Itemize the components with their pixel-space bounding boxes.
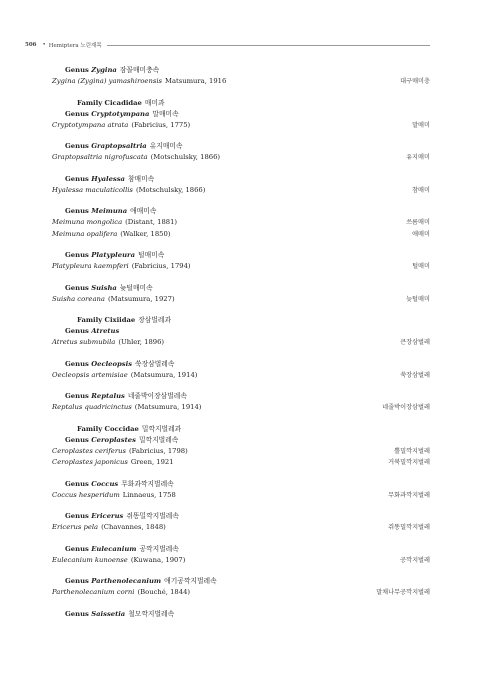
species-name: Meimuna mongolica xyxy=(52,218,123,226)
genus-heading xyxy=(52,65,430,76)
genus-name: Eulecanium xyxy=(91,544,137,553)
family-heading xyxy=(52,315,430,326)
family-name: Family Coccidae xyxy=(77,424,139,433)
species-scientific xyxy=(52,337,164,349)
species-scientific xyxy=(52,185,205,197)
taxon-list xyxy=(52,65,430,620)
species-korean-name: 말채나무공깍지벌레 xyxy=(376,589,430,596)
species-scientific xyxy=(52,402,201,414)
genus-heading xyxy=(52,576,430,587)
genus-label: Genus xyxy=(65,251,92,259)
genus-korean-name: 공깍지벌레속 xyxy=(139,544,179,553)
species-author: (Distant, 1881) xyxy=(125,218,178,226)
species-name: Meimuna opalifera xyxy=(52,229,118,238)
species-author: (Matsumura, 1914) xyxy=(134,403,202,411)
species-korean-name: 거북밀깍지벌레 xyxy=(388,459,430,466)
species-name: Graptopsaltria nigrofuscata xyxy=(52,153,148,161)
species-scientific xyxy=(52,522,166,534)
genus-label: Genus xyxy=(65,66,92,74)
species-row xyxy=(52,457,430,469)
family-korean-name: 장삼벌레과 xyxy=(138,316,172,324)
genus-label: Genus xyxy=(65,283,92,292)
species-korean-name: 네줄박이장삼벌레 xyxy=(382,404,430,411)
species-author: (Kuwana, 1907) xyxy=(130,555,186,564)
species-name: Cryptotympana atrata xyxy=(52,120,129,129)
genus-label: Genus xyxy=(65,359,92,368)
genus-name: Ceroplastes xyxy=(91,435,136,444)
species-author: (Fabricius, 1798) xyxy=(128,446,188,455)
species-korean-name: 유지매미 xyxy=(406,154,430,161)
species-row xyxy=(52,185,430,197)
genus-korean-name: 밀깍지벌레속 xyxy=(138,435,179,444)
species-name: Suisha coreana xyxy=(52,294,105,303)
species-author: (Motschulsky, 1866) xyxy=(135,185,206,194)
genus-heading xyxy=(52,391,430,402)
genus-heading xyxy=(52,250,430,261)
genus-korean-name: 무화과깍지벌레속 xyxy=(121,479,174,488)
entry-spacer xyxy=(52,273,430,283)
genus-heading xyxy=(52,511,430,522)
species-row xyxy=(52,402,430,414)
species-name: Ericerus pela xyxy=(52,523,99,531)
genus-korean-name: 유지매미속 xyxy=(149,142,183,150)
species-name: Parthenolecanium corni xyxy=(52,588,135,596)
genus-name: Ericerus xyxy=(91,512,124,520)
genus-korean-name: 말매미속 xyxy=(152,109,179,118)
entry-spacer xyxy=(52,566,430,576)
genus-label: Genus xyxy=(65,609,92,618)
species-row xyxy=(52,490,430,502)
species-author: (Fabricius, 1775) xyxy=(131,120,191,129)
species-author: (Fabricius, 1794) xyxy=(131,262,191,270)
genus-name: Parthenolecanium xyxy=(91,577,162,585)
species-scientific xyxy=(52,152,220,164)
species-author: Linnaeus, 1758 xyxy=(122,490,176,499)
genus-korean-name: 쥐똥밀깍지벌레속 xyxy=(126,512,179,520)
genus-heading xyxy=(52,174,430,185)
genus-korean-name: 애기공깍지벌레속 xyxy=(164,577,217,585)
genus-korean-name: 잠꼴매미충속 xyxy=(119,66,160,74)
species-scientific xyxy=(52,76,226,88)
species-name: Reptalus quadricinctus xyxy=(52,403,132,411)
entry-spacer xyxy=(52,534,430,544)
genus-name: Oecleopsis xyxy=(91,359,133,368)
genus-name: Atretus xyxy=(91,327,120,335)
section-title: Hemiptera 노린재목 xyxy=(48,43,102,49)
genus-korean-name: 털매미속 xyxy=(138,251,165,259)
genus-name: Hyalessa xyxy=(91,174,125,183)
genus-korean-name: 철모깍지벌레속 xyxy=(128,609,175,618)
species-row xyxy=(52,229,430,241)
entry-spacer xyxy=(52,164,430,174)
species-row xyxy=(52,555,430,567)
genus-label: Genus xyxy=(65,142,92,150)
entry-spacer xyxy=(52,414,430,424)
family-korean-name: 밀깍지벌레과 xyxy=(141,424,182,433)
entry-spacer xyxy=(52,131,430,141)
genus-korean-name: 늦털매미속 xyxy=(119,283,153,292)
species-korean-name: 털매미 xyxy=(412,263,430,270)
species-korean-name: 쓰름매미 xyxy=(406,219,430,226)
entry-spacer xyxy=(52,469,430,479)
species-scientific xyxy=(52,587,190,599)
species-row xyxy=(52,120,430,132)
genus-korean-name: 쑥장삼벌레속 xyxy=(135,359,175,368)
genus-name: Suisha xyxy=(91,283,117,292)
genus-name: Meimuna xyxy=(91,207,128,215)
species-name: Oecleopsis artemisiae xyxy=(52,370,128,379)
entry-spacer xyxy=(52,599,430,609)
entry-spacer xyxy=(52,349,430,359)
genus-heading xyxy=(52,109,430,120)
genus-heading xyxy=(52,283,430,294)
genus-heading xyxy=(52,206,430,217)
genus-heading xyxy=(52,609,430,620)
genus-name: Platypleura xyxy=(91,251,135,259)
entry-spacer xyxy=(52,305,430,315)
genus-label: Genus xyxy=(65,435,92,444)
species-scientific xyxy=(52,217,177,229)
genus-korean-name: 네줄박이장삼벌레속 xyxy=(127,392,187,400)
genus-name: Coccus xyxy=(91,479,119,488)
species-row xyxy=(52,294,430,306)
species-author: (Walker, 1850) xyxy=(120,229,171,238)
family-name: Family Cicadidae xyxy=(77,98,142,107)
genus-label: Genus xyxy=(65,109,92,118)
species-korean-name: 무화과깍지벌레 xyxy=(388,491,430,499)
species-row xyxy=(52,370,430,382)
genus-label: Genus xyxy=(65,174,92,183)
genus-label: Genus xyxy=(65,327,92,335)
genus-korean-name: 애매미속 xyxy=(130,207,157,215)
family-korean-name: 매미과 xyxy=(144,98,165,107)
species-scientific xyxy=(52,229,170,241)
species-name: Hyalessa maculaticollis xyxy=(52,185,133,194)
species-row xyxy=(52,152,430,164)
genus-name: Graptopsaltria xyxy=(91,142,147,150)
species-author: (Matsumura, 1927) xyxy=(107,294,175,303)
species-row xyxy=(52,522,430,534)
species-korean-name: 참매미 xyxy=(412,186,430,194)
genus-heading xyxy=(52,435,430,446)
header-rule xyxy=(107,45,430,46)
species-scientific xyxy=(52,294,175,306)
entry-spacer xyxy=(52,88,430,98)
species-korean-name: 뿔밀깍지벌레 xyxy=(394,447,430,455)
genus-name: Saissetia xyxy=(91,609,126,618)
species-scientific xyxy=(52,490,176,502)
entry-spacer xyxy=(52,501,430,511)
species-row xyxy=(52,337,430,349)
genus-label: Genus xyxy=(65,544,92,553)
species-korean-name: 쑥장삼벌레 xyxy=(400,371,430,379)
species-name: Coccus hesperidum xyxy=(52,490,120,499)
species-name: Ceroplastes ceriferus xyxy=(52,446,126,455)
genus-heading xyxy=(52,141,430,152)
species-author: (Motschulsky, 1866) xyxy=(150,153,221,161)
entry-spacer xyxy=(52,381,430,391)
species-korean-name: 애매미 xyxy=(412,230,430,238)
species-korean-name: 대구매미충 xyxy=(400,78,430,85)
species-name: Platypleura kaempferi xyxy=(52,262,129,270)
species-author: (Matsumura, 1914) xyxy=(130,370,198,379)
genus-label: Genus xyxy=(65,392,92,400)
species-author: Matsumura, 1916 xyxy=(164,77,227,85)
family-heading xyxy=(52,98,430,109)
species-author: (Bouché, 1844) xyxy=(137,588,191,596)
species-scientific xyxy=(52,120,190,132)
species-author: (Chavannes, 1848) xyxy=(101,523,166,531)
genus-heading xyxy=(52,544,430,555)
genus-heading xyxy=(52,326,430,337)
species-scientific xyxy=(52,446,188,458)
species-scientific xyxy=(52,261,191,273)
species-korean-name: 쥐똥밀깍지벌레 xyxy=(388,524,430,531)
genus-heading xyxy=(52,479,430,490)
entry-spacer xyxy=(52,196,430,206)
genus-label: Genus xyxy=(65,207,92,215)
header-bullet: • xyxy=(42,42,46,48)
species-name: Atretus submubila xyxy=(52,338,116,346)
species-scientific xyxy=(52,370,197,382)
species-name: Zygina (Zygina) yamashiroensis xyxy=(52,77,162,85)
species-korean-name: 늦털매미 xyxy=(406,295,430,303)
genus-label: Genus xyxy=(65,512,92,520)
species-korean-name: 말매미 xyxy=(412,121,430,129)
species-author: (Uhler, 1896) xyxy=(118,338,165,346)
species-korean-name: 큰장삼벌레 xyxy=(400,339,430,346)
genus-name: Reptalus xyxy=(91,392,125,400)
family-heading xyxy=(52,424,430,435)
species-row xyxy=(52,76,430,88)
species-row xyxy=(52,217,430,229)
species-name: Eulecanium kunoense xyxy=(52,555,128,564)
genus-label: Genus xyxy=(65,479,92,488)
species-author: Green, 1921 xyxy=(130,458,174,466)
species-row xyxy=(52,261,430,273)
genus-name: Cryptotympana xyxy=(91,109,150,118)
species-korean-name: 공깍지벌레 xyxy=(400,556,430,564)
page-number: 506 xyxy=(25,42,37,48)
genus-heading xyxy=(52,359,430,370)
species-name: Ceroplastes japonicus xyxy=(52,458,128,466)
species-scientific xyxy=(52,457,174,469)
genus-label: Genus xyxy=(65,577,92,585)
species-scientific xyxy=(52,555,185,567)
entry-spacer xyxy=(52,240,430,250)
genus-korean-name: 참매미속 xyxy=(127,174,155,183)
species-row xyxy=(52,446,430,458)
species-row xyxy=(52,587,430,599)
genus-name: Zygina xyxy=(91,66,117,74)
running-header xyxy=(25,41,430,49)
family-name: Family Cixiidae xyxy=(77,316,136,324)
